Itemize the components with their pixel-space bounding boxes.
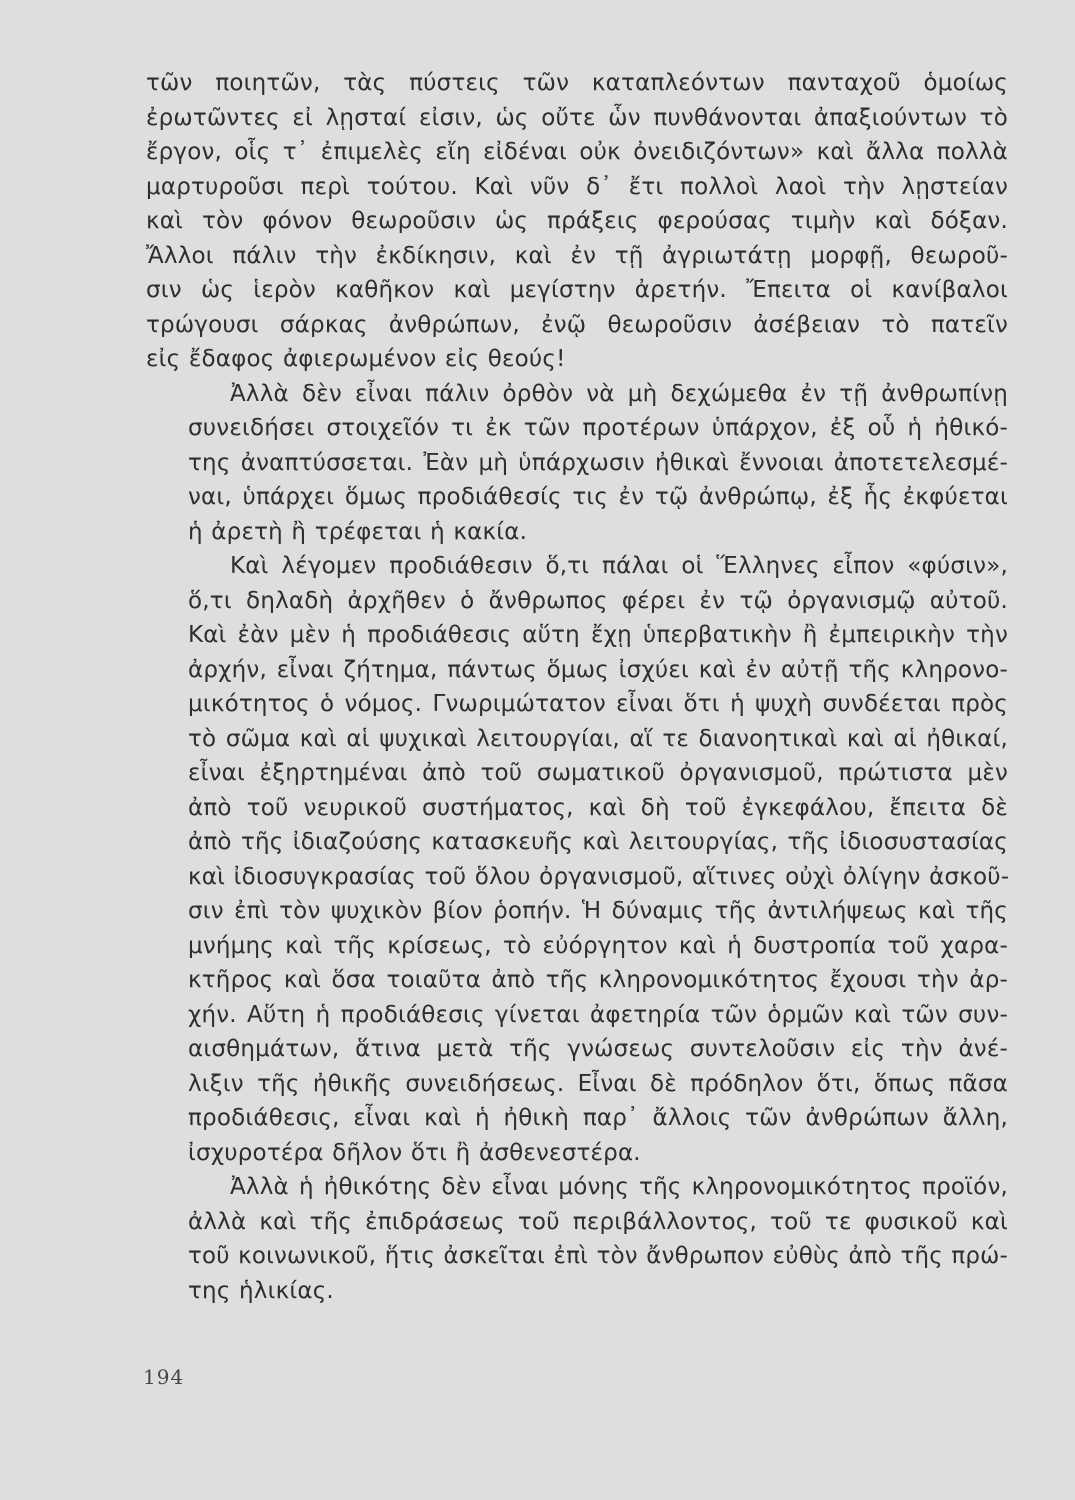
text-line: ἐρωτῶντες εἰ λῃσταί εἰσιν, ὡς οὔτε ὧν πυνθάνονται ἀπαξιούντων τὸ [146,104,1008,131]
text-line: χήν. Αὕτη ἡ προδιάθεσις γίνεται ἀφετηρία τῶν ὁρμῶν καὶ τῶν συν- [188,1001,1008,1028]
text-line: Καὶ λέγομεν προδιάθεσιν ὅ,τι πάλαι οἱ Ἕλληνες εἶπον «φύσιν», [230,553,1008,579]
text-line: μαρτυροῦσι περὶ τούτου. Καὶ νῦν δ᾽ ἔτι πολλοὶ λαοὶ τὴν λῃστείαν [146,173,1008,200]
text-line: σιν ὡς ἱερὸν καθῆκον καὶ μεγίστην ἀρετήν. Ἔπειτα οἱ κανίβαλοι [146,277,1008,303]
paragraph-4 [146,1170,1008,1308]
text-line: σιν ἐπὶ τὸν ψυχικὸν βίον ῥοπήν. Ἡ δύναμις τῆς ἀντιλήψεως καὶ τῆς [188,898,1008,924]
paragraph-1 [146,66,1008,377]
text-line: Ἀλλὰ δὲν εἶναι πάλιν ὀρθὸν νὰ μὴ δεχώμεθα ἐν τῇ ἀνθρωπίνῃ [230,380,1008,407]
text-line: μνήμης καὶ τῆς κρίσεως, τὸ εὐόργητον καὶ ἡ δυστροπία τοῦ χαρα- [188,932,1008,959]
text-line: τρώγουσι σάρκας ἀνθρώπων, ἐνῷ θεωροῦσιν ἀσέβειαν τὸ πατεῖν [146,311,1008,338]
text-line: ἰσχυροτέρα δῆλον ὅτι ἢ ἀσθενεστέρα. [188,1139,641,1166]
text-line: Ἀλλὰ ἡ ἠθικότης δὲν εἶναι μόνης τῆς κληρονομικότητος προϊόν, [230,1174,1008,1200]
text-line: τοῦ κοινωνικοῦ, ἥτις ἀσκεῖται ἐπὶ τὸν ἄνθρωπον εὐθὺς ἀπὸ τῆς πρώ- [188,1243,1008,1269]
text-line: της ἀναπτύσσεται. Ἐὰν μὴ ὑπάρχωσιν ἠθικαὶ ἔννοιαι ἀποτετελεσμέ- [188,449,1008,476]
text-line: ἀπὸ τοῦ νευρικοῦ συστήματος, καὶ δὴ τοῦ ἐγκεφάλου, ἔπειτα δὲ [188,794,1008,821]
text-line: κτῆρος καὶ ὅσα τοιαῦτα ἀπὸ τῆς κληρονομικότητος ἔχουσι τὴν ἀρ- [188,967,1008,993]
text-line: Καὶ ἐὰν μὲν ἡ προδιάθεσις αὕτη ἔχῃ ὑπερβατικὴν ἢ ἐμπειρικὴν τὴν [188,622,1008,648]
text-line: καὶ ἰδιοσυγκρασίας τοῦ ὅλου ὀργανισμοῦ, αἵτινες οὐχὶ ὀλίγην ἀσκοῦ- [188,863,1010,890]
text-line: Ἄλλοι πάλιν τὴν ἐκδίκησιν, καὶ ἐν τῇ ἀγριωτάτῃ μορφῇ, θεωροῦ- [146,242,1008,269]
text-line: της ἡλικίας. [188,1277,334,1304]
page-number: 194 [143,1365,185,1389]
text-line: τῶν ποιητῶν, τὰς πύστεις τῶν καταπλεόντων πανταχοῦ ὁμοίως [146,70,1008,96]
text-line: ἀλλὰ καὶ τῆς ἐπιδράσεως τοῦ περιβάλλοντος, τοῦ τε φυσικοῦ καὶ [188,1208,1008,1235]
text-line: εἰς ἔδαφος ἀφιερωμένον εἰς θεούς! [146,346,566,372]
text-line: ὅ,τι δηλαδὴ ἀρχῆθεν ὁ ἄνθρωπος φέρει ἐν τῷ ὀργανισμῷ αὐτοῦ. [188,587,1008,614]
text-line: ναι, ὑπάρχει ὅμως προδιάθεσίς τις ἐν τῷ ἀνθρώπῳ, ἐξ ἧς ἐκφύεται [188,484,1008,510]
text-line: τὸ σῶμα καὶ αἱ ψυχικαὶ λειτουργίαι, αἵ τε διανοητικαὶ καὶ αἱ ἠθικαί, [188,725,1008,752]
text-line: αισθημάτων, ἅτινα μετὰ τῆς γνώσεως συντελοῦσιν εἰς τὴν ἀνέ- [188,1036,1008,1062]
paragraph-3 [146,549,1008,1170]
paragraph-2 [146,377,1008,550]
text-line: ἔργον, οἷς τ᾽ ἐπιμελὲς εἴη εἰδέναι οὐκ ὀνειδιζόντων» καὶ ἄλλα πολλὰ [146,139,1008,165]
body-text [146,66,1008,1308]
text-line: μικότητος ὁ νόμος. Γνωριμώτατον εἶναι ὅτι ἡ ψυχὴ συνδέεται πρὸς [188,691,1008,717]
text-line: ἀρχήν, εἶναι ζήτημα, πάντως ὅμως ἰσχύει καὶ ἐν αὐτῇ τῆς κληρονο- [188,656,1008,683]
text-line: ἡ ἀρετὴ ἢ τρέφεται ἡ κακία. [188,518,528,545]
text-line: λιξιν τῆς ἠθικῆς συνειδήσεως. Εἶναι δὲ πρόδηλον ὅτι, ὅπως πᾶσα [188,1070,1008,1097]
text-line: εἶναι ἐξηρτημέναι ἀπὸ τοῦ σωματικοῦ ὀργανισμοῦ, πρώτιστα μὲν [188,760,1008,786]
text-line: καὶ τὸν φόνον θεωροῦσιν ὡς πράξεις φερούσας τιμὴν καὶ δόξαν. [146,208,1008,234]
text-line: ἀπὸ τῆς ἰδιαζούσης κατασκευῆς καὶ λειτουργίας, τῆς ἰδιοσυστασίας [188,829,1008,855]
text-line: συνειδήσει στοιχεῖόν τι ἐκ τῶν προτέρων ὑπάρχον, ἐξ οὗ ἡ ἠθικό- [188,415,1008,441]
text-line: προδιάθεσις, εἶναι καὶ ἡ ἠθικὴ παρ᾽ ἄλλοις τῶν ἀνθρώπων ἄλλη, [188,1105,1008,1131]
